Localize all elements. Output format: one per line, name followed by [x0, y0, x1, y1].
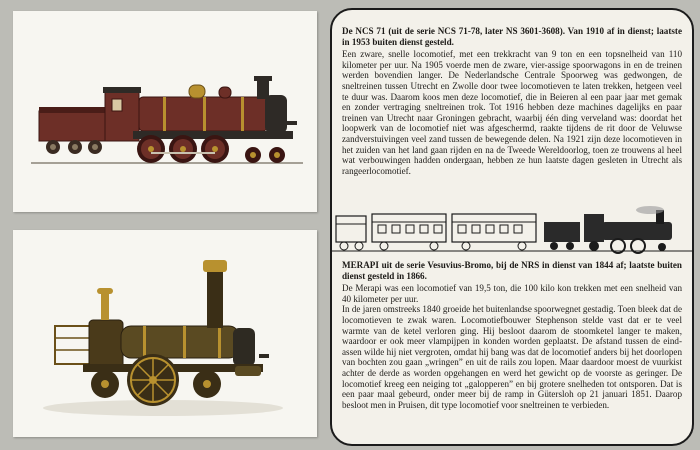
train-line-illustration [332, 206, 692, 256]
text-panel [330, 8, 694, 446]
merapi-heading: MERAPI uit de serie Vesuvius-Bromo, bij de NRS in dienst van 1844 af; laatste buiten dienst gesteld in 1866. [342, 260, 682, 281]
ncs71-locomotive-illustration [13, 11, 317, 212]
ncs71-body: Een zware, snelle locomotief, met een trekkracht van 9 ton en een topsnelheid van 110 kilometer per uur. Na 1905 voerde men de zware, vier-assige spoorwagons in en de treinen werden bovendien langer. De Nederlandsche Centrale Spoorweg was gedwongen, de sneltreinen tussen Utrecht en Zwolle door twee locomotieven te laten trekken, hetgeen veel te duur was. Daarom koos men deze locomotief, die in Beieren al een paar jaar met gemak en zonder vertraging sneltreinen trok. Tot 1916 hebben deze machines dagelijks en paar treinen van Utrecht naar Groningen gebracht, waarbij één ding verveland was: doordat het loopwerk van de locomotief niet was afgeschermd, raakte tijdens de rit door de Veluwse zandverstuivingen veel zand tussen de bewegende delen. Na 1921 zijn deze locomotieven in het zuiden van het land gaan rijden en na de Tweede Wereldoorlog, toen ze trouwens al heel wat verbouwingen hadden ondergaan, hebben ze hun laatste dagen gesleten in Utrecht als rangeerlocomotief. [342, 49, 682, 176]
ncs71-text-block [342, 26, 682, 176]
ncs71-heading: De NCS 71 (uit de serie NCS 71-78, later NS 3601-3608). Van 1910 af in dienst; laatste in 1953 buiten dienst gesteld. [342, 26, 682, 47]
merapi-locomotive-illustration [13, 230, 317, 437]
picture-card-ncs71 [13, 11, 317, 212]
merapi-body-1: De Merapi was een locomotief van 19,5 ton, die 100 kilo kon trekken met een snelheid van 40 kilometer per uur. [342, 283, 682, 304]
picture-card-merapi [13, 230, 317, 437]
merapi-text-block [342, 260, 682, 410]
merapi-body-2: In de jaren omstreeks 1840 groeide het buitenlandse spoorwegnet gestadig. Toen bleek dat de locomotieven te zwak waren. Locomotiefbouwer Stephenson stelde vast dat er te veel warmte van de ketel verloren ging. Hij besloot daarom de stoomketel langer te maken, waardoor er ook meer vlampijpen in konden worden geplaatst. De afstand tussen de eind-assen wilde hij niet vergroten, omdat hij bang was dat de locomotief anders bij het doorlopen van bochten zou gaan „wringen” en uit de rails zou lopen. Maar daardoor moest de vuurkist achter de derde as worden opgehangen en werd het gewicht op de voorste as geringer. De locomotief kreeg een neiging tot „galopperen” en bij grotere snelheden tot ontsporen. Dat is een paar maal gebeurd, onder meer bij de ramp in Gütersloh op 21 januari 1851. Daarop besloot men in Pruisen, dit type locomotief voor sneltreinen te verbieden. [342, 304, 682, 410]
